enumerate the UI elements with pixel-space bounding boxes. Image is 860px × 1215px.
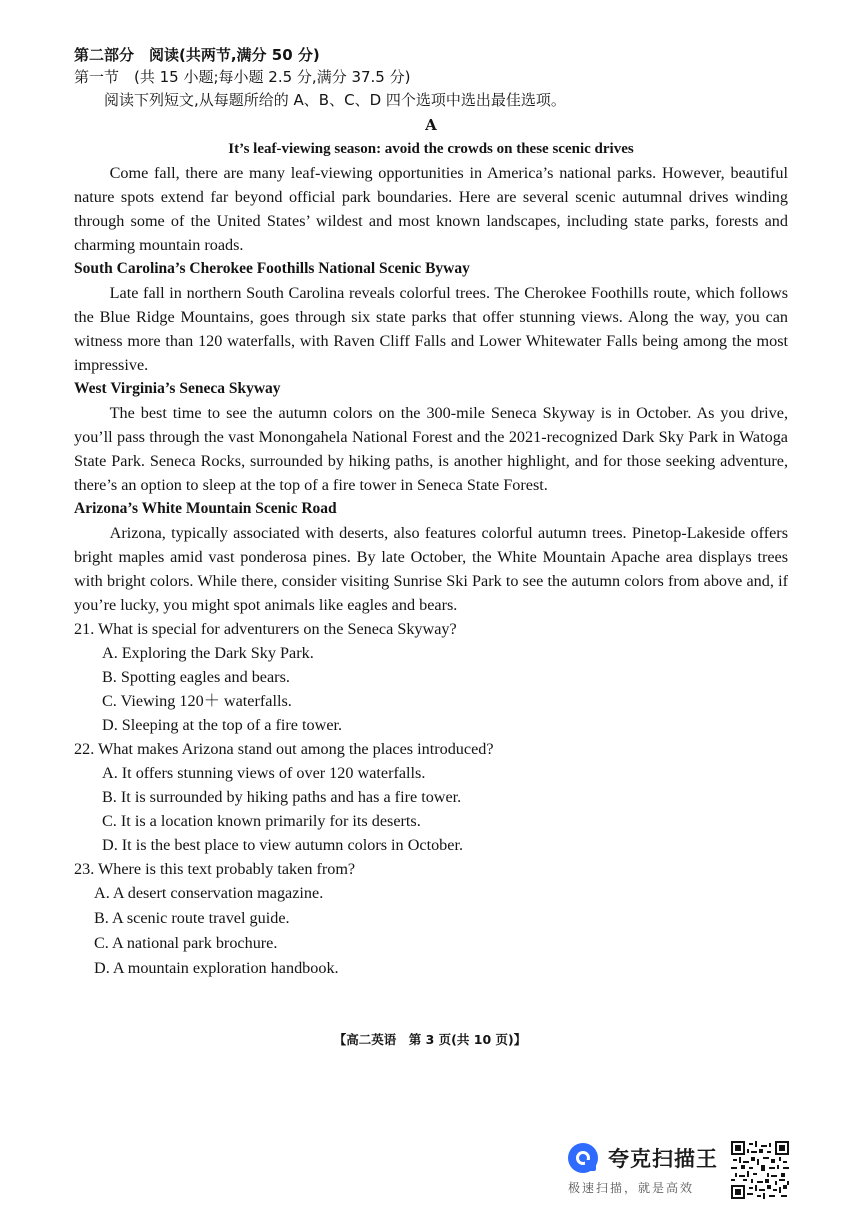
- question-22: [74, 737, 788, 857]
- question-stem: 23. Where is this text probably taken from?: [74, 860, 356, 878]
- part-heading: 第二部分 阅读(共两节,满分 50 分): [74, 46, 320, 64]
- question-23: [74, 857, 788, 981]
- quark-logo-icon: [566, 1141, 600, 1175]
- instruction-text: 阅读下列短文,从每题所给的 A、B、C、D 四个选项中选出最佳选项。: [104, 91, 566, 109]
- option-c: C. It is a location known primarily for its deserts.: [102, 812, 421, 830]
- option-a: A. It offers stunning views of over 120 waterfalls.: [102, 764, 426, 782]
- option-b: B. Spotting eagles and bears.: [102, 668, 290, 686]
- passage-title: It’s leaf-viewing season: avoid the crowds on these scenic drives: [228, 141, 634, 157]
- section-text-arizona: Arizona, typically associated with deserts, also features colorful autumn trees. Pinetop-Lakeside offers bright maples amid vast ponderosa pines. By late October, the White Mountain Apache area displays trees with bright colors. While there, consider visiting Sunrise Ski Park to see the autumn colors from above and, if you’re lucky, you might spot animals like eagles and bears.: [74, 524, 788, 614]
- option-d: D. It is the best place to view autumn colors in October.: [102, 836, 463, 854]
- section-heading-south-carolina: South Carolina’s Cherokee Foothills National Scenic Byway: [74, 260, 470, 277]
- scanner-watermark: [566, 1141, 790, 1199]
- question-stem: 21. What is special for adventurers on the Seneca Skyway?: [74, 620, 457, 638]
- option-c: C. A national park brochure.: [94, 934, 278, 952]
- exam-page: [74, 44, 788, 981]
- option-a: A. Exploring the Dark Sky Park.: [102, 644, 314, 662]
- option-d: D. A mountain exploration handbook.: [94, 959, 339, 977]
- option-b: B. It is surrounded by hiking paths and has a fire tower.: [102, 788, 462, 806]
- watermark-slogan: 极速扫描，就是高效: [568, 1181, 695, 1195]
- section-heading-west-virginia: West Virginia’s Seneca Skyway: [74, 380, 281, 397]
- section-text-south-carolina: Late fall in northern South Carolina reveals colorful trees. The Cherokee Foothills route, which follows the Blue Ridge Mountains, goes through six state parks that offer stunning views. Along the way, you can witness more than 120 waterfalls, with Raven Cliff Falls and Lower Whitewater Falls being among the most impressive.: [74, 284, 788, 374]
- section-heading: 第一节 (共 15 小题;每小题 2.5 分,满分 37.5 分): [74, 68, 411, 86]
- question-stem: 22. What makes Arizona stand out among the places introduced?: [74, 740, 494, 758]
- section-heading-arizona: Arizona’s White Mountain Scenic Road: [74, 500, 337, 517]
- option-b: B. A scenic route travel guide.: [94, 909, 290, 927]
- passage-intro: Come fall, there are many leaf-viewing opportunities in America’s national parks. However, beautiful nature spots extend far beyond official park boundaries. Here are several scenic autumnal drives winding through some of the United States’ wildest and most known landscapes, including state parks, forests and charming mountain roads.: [74, 164, 788, 254]
- question-21: [74, 617, 788, 737]
- option-d: D. Sleeping at the top of a fire tower.: [102, 716, 343, 734]
- page-footer: 【高二英语 第 3 页(共 10 页)】: [333, 1032, 527, 1047]
- option-c: C. Viewing 120＋ waterfalls.: [102, 692, 292, 710]
- watermark-name: 夸克扫描王: [608, 1147, 718, 1171]
- option-a: A. A desert conservation magazine.: [94, 884, 324, 902]
- passage-letter: A: [425, 116, 437, 134]
- section-text-west-virginia: The best time to see the autumn colors on the 300-mile Seneca Skyway is in October. As you drive, you’ll pass through the vast Monongahela National Forest and the 2021-recognized Dark Sky Park in Watoga State Park. Seneca Rocks, surrounded by hiking paths, is another highlight, and for those seeking adventure, there’s an option to sleep at the top of a fire tower in Seneca State Forest.: [74, 404, 788, 494]
- qr-code-icon: [730, 1141, 790, 1199]
